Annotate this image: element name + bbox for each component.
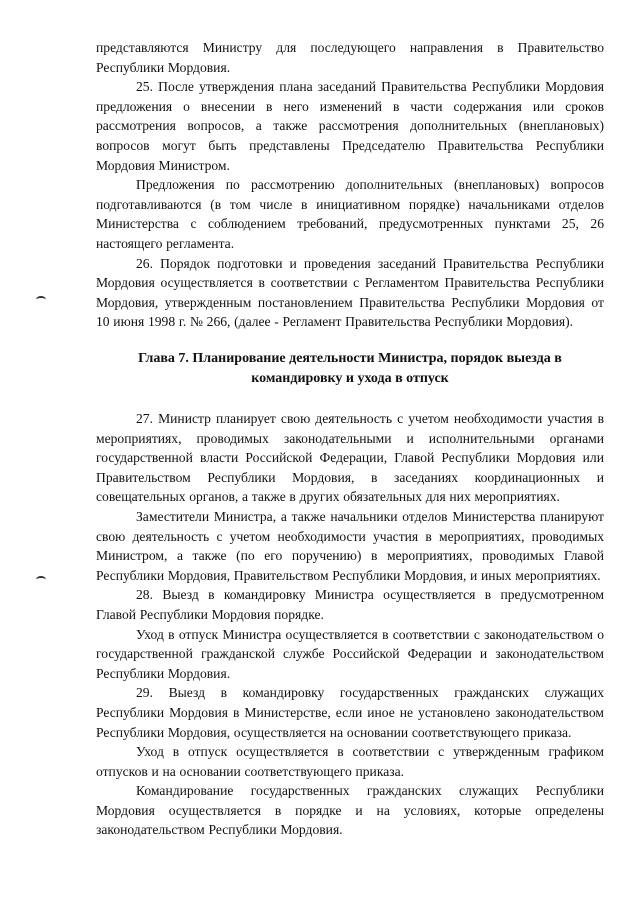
paragraph-28: 28. Выезд в командировку Министра осуществляется в предусмотренном Главой Республики Мордовия порядке. — [96, 587, 604, 622]
punch-hole-mark-bottom — [36, 576, 46, 583]
chapter-heading-line-1: Глава 7. Планирование деятельности Министра, порядок выезда в — [138, 351, 562, 366]
paragraph-25: 25. После утверждения плана заседаний Правительства Республики Мордовия предложения о внесении в него изменений в части содержания или сроков рассмотрения вопросов, а также рассмотрения дополнительных (внеплановых) вопросов могут быть представлены Председателю Правительства Республики Мордовия Министром. — [96, 79, 604, 173]
text-block-upper — [96, 38, 604, 332]
paragraph-deputies: Заместители Министра, а также начальники отделов Министерства планируют свою деятельность с учетом необходимости участия в мероприятиях, проводимых Министром, а также (по его поручению) в мероприятиях, проводимых Главой Республики Мордовия, Правительством Республики Мордовия, и иных мероприятиях. — [96, 508, 604, 583]
punch-hole-mark-top — [36, 296, 46, 303]
paragraph-29: 29. Выезд в командировку государственных гражданских служащих Республики Мордовия в Министерстве, если иное не установлено законодательством Республики Мордовия, осуществляется на основании соответствующего приказа. — [96, 685, 604, 740]
paragraph-vacation-schedule: Уход в отпуск осуществляется в соответствии с утвержденным графиком отпусков и на основании соответствующего приказа. — [96, 744, 604, 779]
paragraph-27: 27. Министр планирует свою деятельность с учетом необходимости участия в мероприятиях, проводимых законодательными и исполнительными органами государственной власти Российской Федерации, Главой Республики Мордовия или Правительством Республики Мордовия, в заседаниях координационных и совещательных органов, а также в других обязательных для них мероприятиях. — [96, 411, 604, 505]
paragraph-proposals: Предложения по рассмотрению дополнительных (внеплановых) вопросов подготавливаются (в том числе в инициативном порядке) начальниками отделов Министерства с соблюдением требований, предусмотренных пунктами 25, 26 настоящего регламента. — [96, 177, 604, 251]
text-block-lower — [96, 409, 604, 840]
paragraph-continuation: представляются Министру для последующего направления в Правительство Республики Мордовия. — [96, 40, 604, 75]
paragraph-secondment: Командирование государственных гражданских служащих Республики Мордовия осуществляется в порядке и на условиях, которые определены законодательством Республики Мордовия. — [96, 783, 604, 838]
chapter-heading-line-2: командировку и ухода в отпуск — [251, 371, 449, 386]
paragraph-26: 26. Порядок подготовки и проведения заседаний Правительства Республики Мордовия осуществляется в соответствии с Регламентом Правительства Республики Мордовия, утвержденным постановлением Правительства Республики Мордовия от 10 июня 1998 г. № 266, (далее - Регламент Правительства Республики Мордовия). — [96, 255, 604, 330]
chapter-heading — [96, 349, 604, 389]
paragraph-minister-vacation: Уход в отпуск Министра осуществляется в соответствии с законодательством о государственной гражданской службе Российской Федерации и законодательством Республики Мордовия. — [96, 626, 604, 681]
